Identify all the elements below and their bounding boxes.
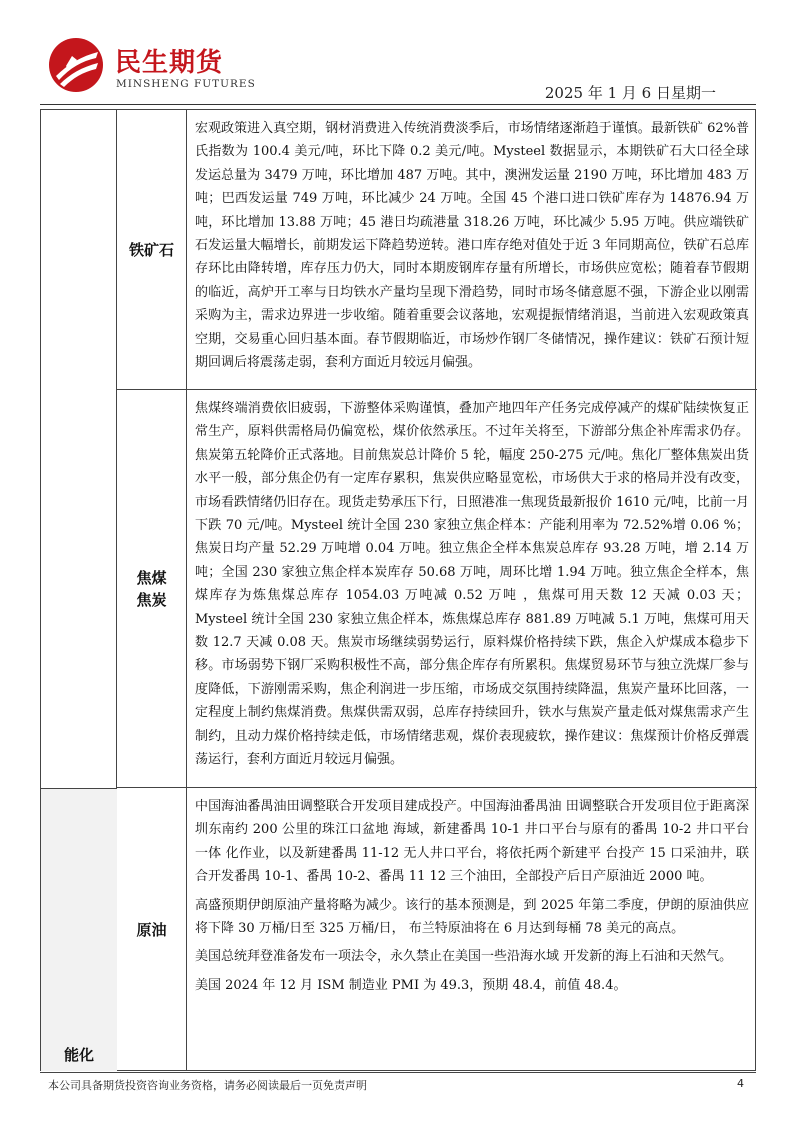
footer-divider: [40, 1072, 756, 1073]
commodity-table: [40, 109, 756, 1071]
table-row-coking-coal-coke: [117, 390, 757, 788]
minsheng-logo-icon: [46, 36, 106, 94]
brand-name-en: MINSHENG FUTURES: [116, 78, 256, 90]
row-text-crude-oil: [195, 795, 749, 1002]
sector-label-energy: 能化: [63, 1046, 94, 1064]
paragraph: 美国 2024 年 12 月 ISM 制造业 PMI 为 49.3，预期 48.4，前值 48.4。: [195, 977, 627, 993]
sector-cell-energy: [41, 788, 117, 1071]
paragraph: 中国海油番禺油田调整联合开发项目建成投产。中国海油番禺油 田调整联合开发项目位于距离深圳东南约 200 公里的珠江口盆地 海域，新建番禺 10-1 井口平台与原有的番禺 10-2 井口平台一体 化作业，以及新建番禺 11-12 无人井口平台，将依托两个新建平 台投产 15 口采油井，联合开发番禺 10-1、番禺 10-2、番禺 11 12 三个油田，全部投产后日产原油近 2000 吨。: [195, 799, 749, 885]
row-text-coking-coal-coke: [195, 397, 749, 777]
paragraph: 焦煤终端消费依旧疲弱，下游整体采购谨慎，叠加产地四年产任务完成停减产的煤矿陆续恢复正常生产，原料供需格局仍偏宽松，煤价依然承压。不过年关将至，下游部分焦企补库需求仍存。焦炭第五轮降价正式落地。目前焦炭总计降价 5 轮，幅度 250-275 元/吨。焦化厂整体焦炭出货水平一般，部分焦企仍有一定库存累积，焦炭供应略显宽松，市场供大于求的格局并没有改变，市场看跌情绪仍旧存在。现货走势承压下行，日照港准一焦现货最新报价 1610 元/吨，比前一月下跌 70 元/吨。Mysteel 统计全国 230 家独立焦企样本：产能利用率为 72.52%增 0.06 %；焦炭日均产量 52.29 万吨增 0.04 万吨。独立焦企全样本焦炭总库存 93.28 万吨，增 2.14 万吨；全国 230 家独立焦企样本炭库存 50.68 万吨，周环比增 1.94 万吨。独立焦企全样本，焦煤库存为炼焦煤总库存 1054.03 万吨减 0.52 万吨 ，焦煤可用天数 12 天减 0.03 天；Mysteel 统计全国 230 家独立焦企样本，炼焦煤总库存 881.89 万吨减 5.1 万吨，焦煤可用天数 12.7 天减 0.08 天。焦炭市场继续弱势运行，原料煤价格持续下跌，焦企入炉煤成本稳步下移。市场弱势下钢厂采购积极性不高，部分焦企库存有所累积。焦煤贸易环节与独立洗煤厂参与度降低，下游刚需采购，焦企利润进一步压缩，市场成交氛围持续降温，焦炭产量环比回落，一定程度上制约焦煤消费。焦煤供需双弱，总库存持续回升，铁水与焦炭产量走低对煤焦需求产生制约，且动力煤价格持续走低，市场情绪悲观，煤价表现疲软，操作建议：焦煤预计价格反弹震荡运行，套利方面近月较远月偏强。: [195, 401, 749, 768]
row-label-iron-ore: 铁矿石: [117, 110, 187, 389]
footer-disclaimer: 本公司具备期货投资咨询业务资格，请务必阅读最后一页免责声明: [48, 1079, 367, 1092]
page-header: [0, 0, 794, 110]
header-divider: [40, 104, 756, 105]
row-label-crude-oil: 原油: [117, 788, 187, 1071]
paragraph: 高盛预期伊朗原油产量将略为减少。该行的基本预测是，到 2025 年第二季度，伊朗的原油供应将下降 30 万桶/日至 325 万桶/日， 布兰特原油将在 6 月达到每桶 78 美元的高点。: [195, 897, 749, 937]
paragraph: 宏观政策进入真空期，钢材消费进入传统消费淡季后，市场情绪逐渐趋于谨慎。最新铁矿 62%普氏指数为 100.4 美元/吨，环比下降 0.2 美元/吨。Mysteel 数据显示，本期铁矿石大口径全球发运总量为 3479 万吨，环比增加 487 万吨。其中，澳洲发运量 2190 万吨，环比增加 483 万吨；巴西发运量 749 万吨，环比减少 24 万吨。全国 45 个港口进口铁矿库存为 14876.94 万吨，环比增加 13.88 万吨；45 港日均疏港量 318.26 万吨，环比减少 5.95 万吨。供应端铁矿石发运量大幅增长，前期发运下降趋势逆转。港口库存绝对值处于近 3 年同期高位，铁矿石总库存环比由降转增，库存压力仍大，同时本期废钢库存量有所增长，市场供应宽松；随着春节假期的临近，高炉开工率与日均铁水产量均呈现下滑趋势，同时市场冬储意愿不强，下游企业以刚需采购为主，需求边界进一步收缩。随着重要会议落地，宏观提振情绪消退，当前进入宏观政策真空期，交易重心回归基本面。春节假期临近，市场炒作钢厂冬储情况，操作建议：铁矿石预计短期回调后将震荡走弱，套利方面近月较远月偏强。: [195, 121, 749, 371]
row-label-coking-coal-coke: 焦煤 焦炭: [117, 390, 187, 787]
table-row-crude-oil: [117, 788, 757, 1071]
row-text-iron-ore: [195, 117, 749, 379]
page-number: 4: [737, 1077, 744, 1090]
brand-name: 民生期货: [115, 48, 224, 78]
report-date: 2025 年 1 月 6 日星期一: [544, 84, 716, 102]
paragraph: 美国总统拜登准备发布一项法令，永久禁止在美国一些沿海水域 开发新的海上石油和天然气。: [195, 949, 733, 965]
table-row-iron-ore: [117, 110, 757, 390]
